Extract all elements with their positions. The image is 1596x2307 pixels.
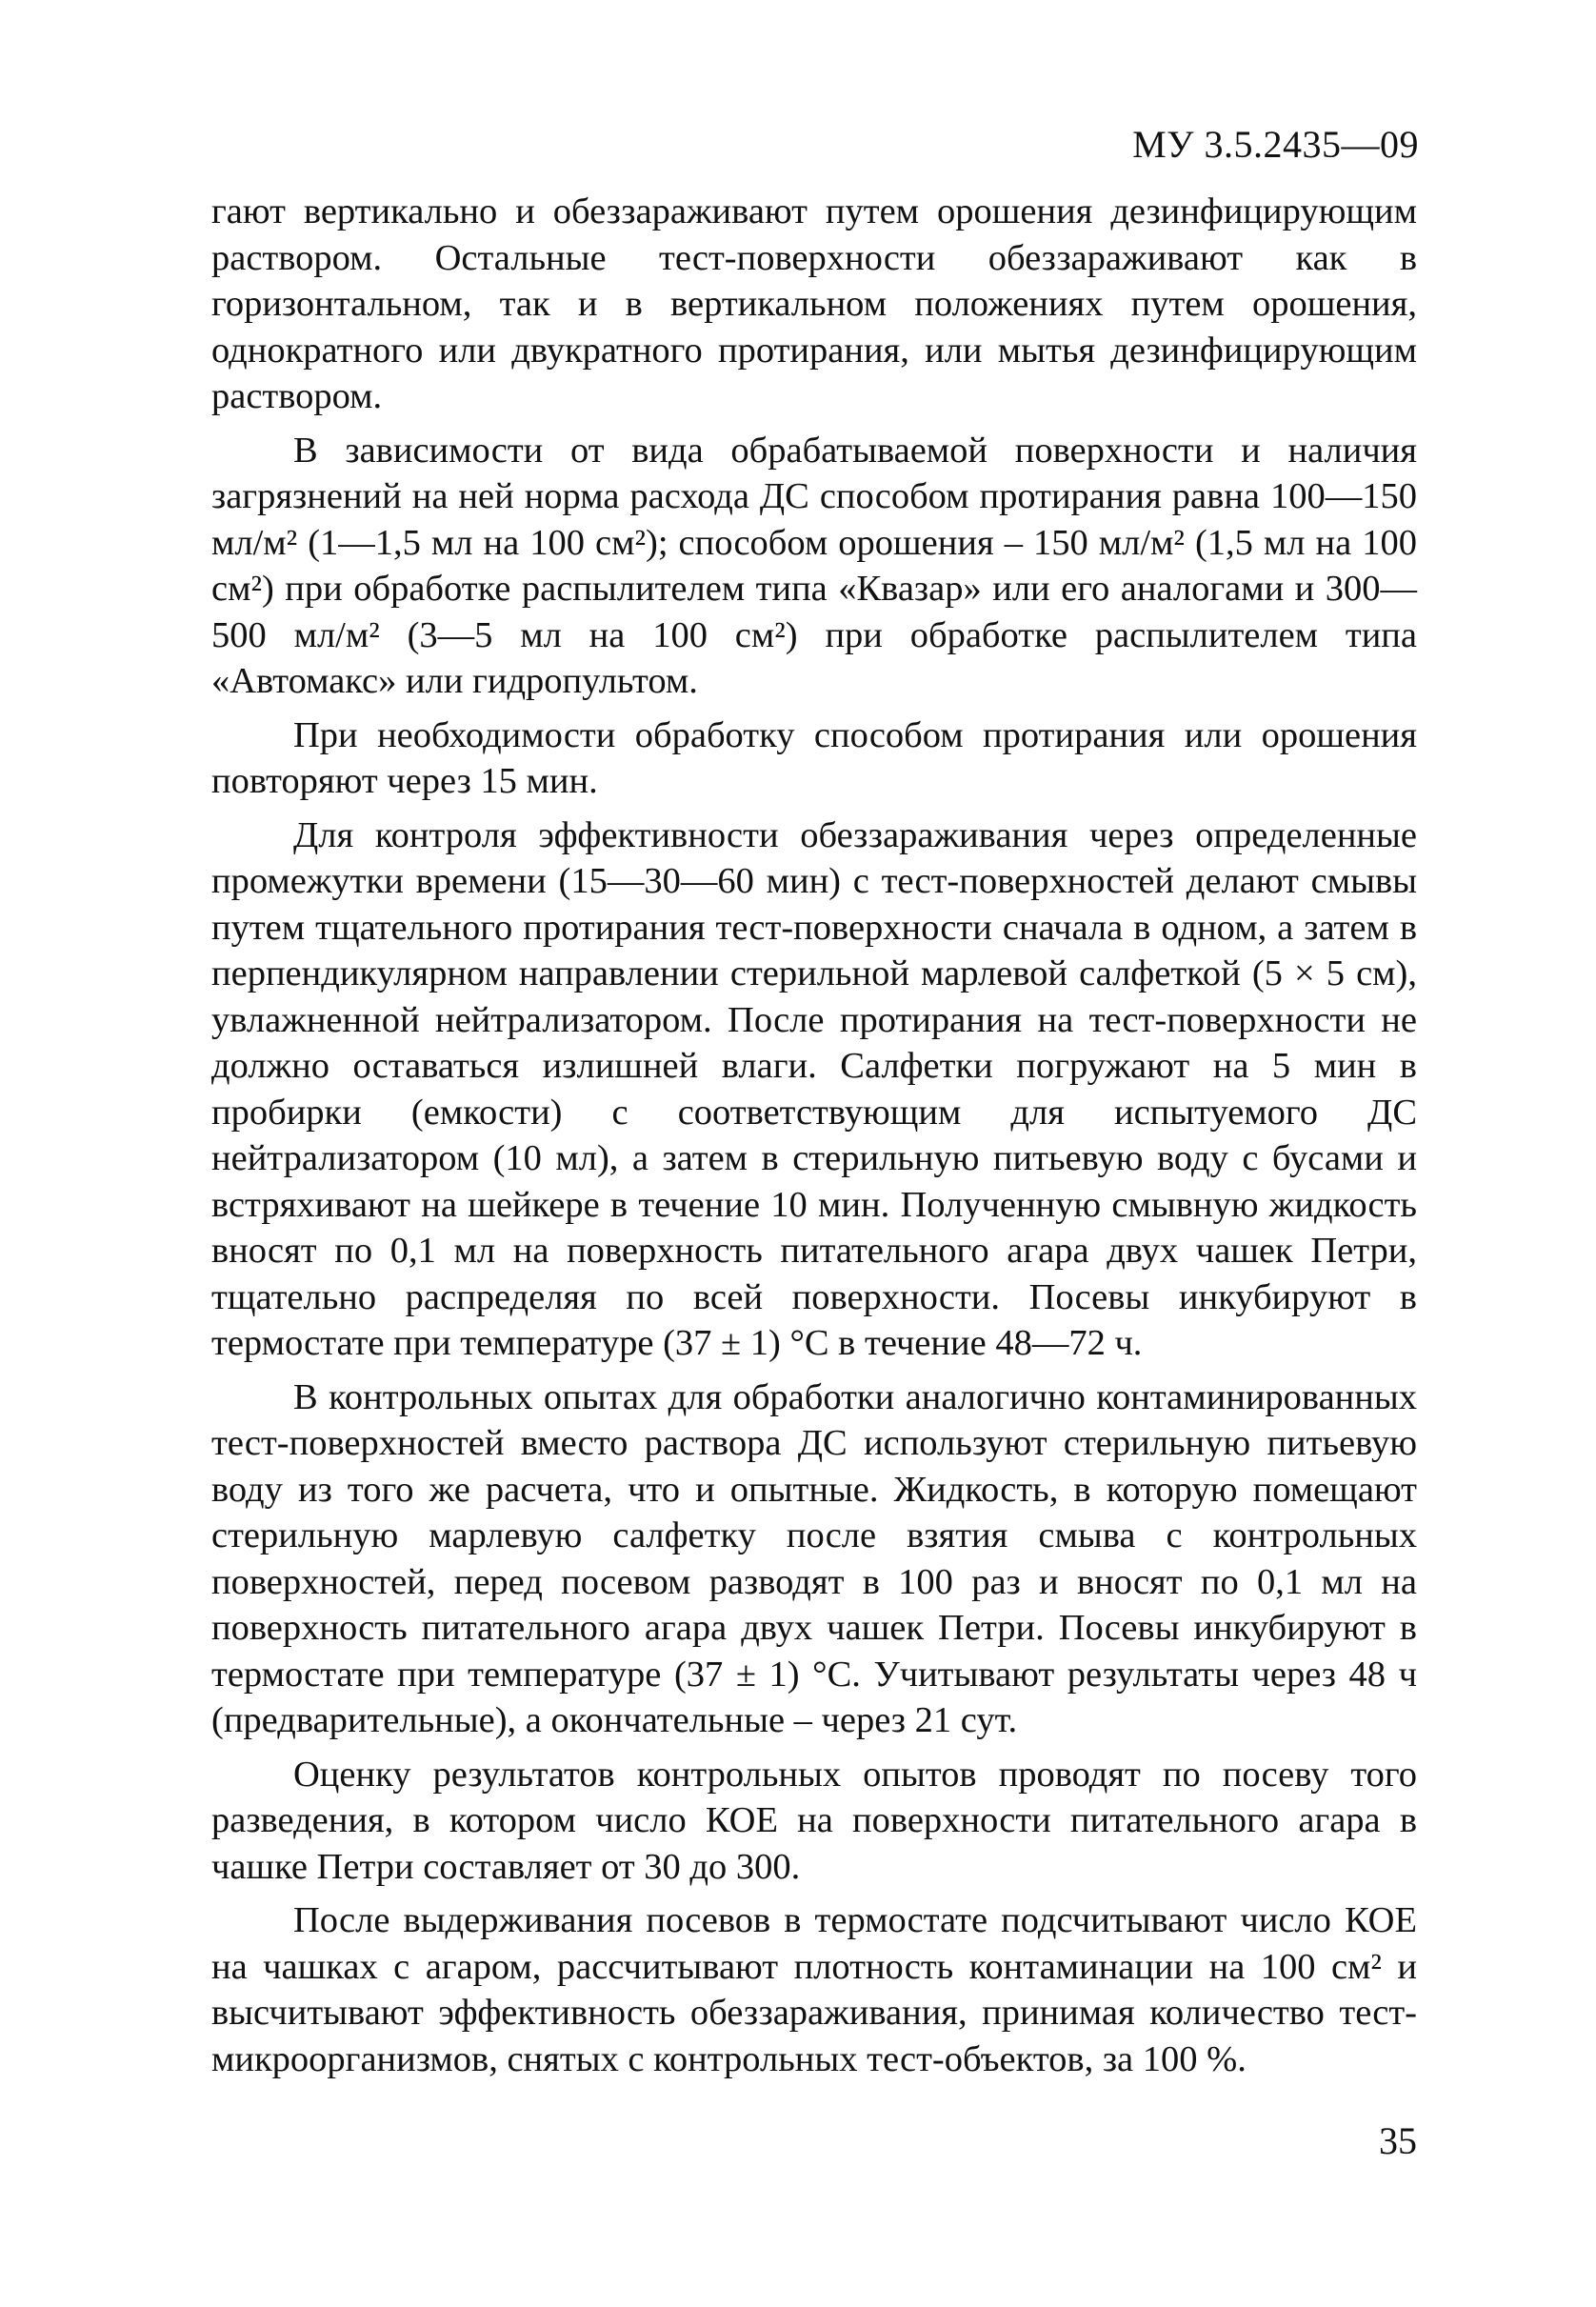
body-text bbox=[211, 189, 1417, 2090]
document-code-header: МУ 3.5.2435—09 bbox=[1132, 123, 1419, 166]
paragraph-repeat-treatment: При необходимости обработку способом протирания или орошения повторяют через 15 мин. bbox=[211, 714, 1417, 801]
paragraph-consumption-norms: В зависимости от вида обрабатываемой поверхности и наличия загрязнений на ней норма расхода ДС способом протирания равна 100—150 мл/м² (1—1,5 мл на 100 см²); способом орошения – 150 мл/м² (1,5 мл на 100 см²) при обработке распылителем типа «Квазар» или его аналогами и 300—500 мл/м² (3—5 мл на 100 см²) при обработке распылителем типа «Автомакс» или гидропультом. bbox=[211, 430, 1417, 701]
paragraph-efficacy-control: Для контроля эффективности обеззараживания через определенные промежутки времени (15—30—60 мин) с тест-поверхностей делают смывы путем тщательного протирания тест-поверхности сначала в одном, а затем в перпендикулярном направлении стерильной марлевой салфеткой (5 × 5 см), увлажненной нейтрализатором. После протирания на тест-поверхности не должно оставаться излишней влаги. Салфетки погружают на 5 мин в пробирки (емкости) с соответствующим для испытуемого ДС нейтрализатором (10 мл), а затем в стерильную питьевую воду с бусами и встряхивают на шейкере в течение 10 мин. Полученную смывную жидкость вносят по 0,1 мл на поверхность питательного агара двух чашек Петри, тщательно распределяя по всей поверхности. Посевы инкубируют в термостате при температуре (37 ± 1) °С в течение 48—72 ч. bbox=[211, 814, 1417, 1363]
paragraph-cfu-counting: После выдерживания посевов в термостате подсчитывают число КОЕ на чашках с агаром, рассчитывают плотность контаминации на 100 см² и высчитывают эффективность обеззараживания, принимая количество тест-микроорганизмов, снятых с контрольных тест-объектов, за 100 %. bbox=[211, 1900, 1417, 2079]
paragraph-control-experiments: В контрольных опытах для обработки аналогично контаминированных тест-поверхностей вместо раствора ДС используют стерильную питьевую воду из того же расчета, что и опытные. Жидкость, в которую помещают стерильную марлевую салфетку после взятия смыва с контрольных поверхностей, перед посевом разводят в 100 раз и вносят по 0,1 мл на поверхность питательного агара двух чашек Петри. Посевы инкубируют в термостате при температуре (37 ± 1) °С. Учитывают результаты через 48 ч (предварительные), а окончательные – через 21 сут. bbox=[211, 1376, 1417, 1740]
page-number: 35 bbox=[1379, 2119, 1417, 2162]
paragraph-results-evaluation: Оценку результатов контрольных опытов проводят по посеву того разведения, в котором число КОЕ на поверхности питательного агара в чашке Петри составляет от 30 до 300. bbox=[211, 1754, 1417, 1887]
paragraph-continued: гают вертикально и обеззараживают путем орошения дезинфицирующим раствором. Остальные тест-поверхности обеззараживают как в горизонтальном, так и в вертикальном положениях путем орошения, однократного или двукратного протирания, или мытья дезинфицирующим раствором. bbox=[211, 191, 1417, 416]
